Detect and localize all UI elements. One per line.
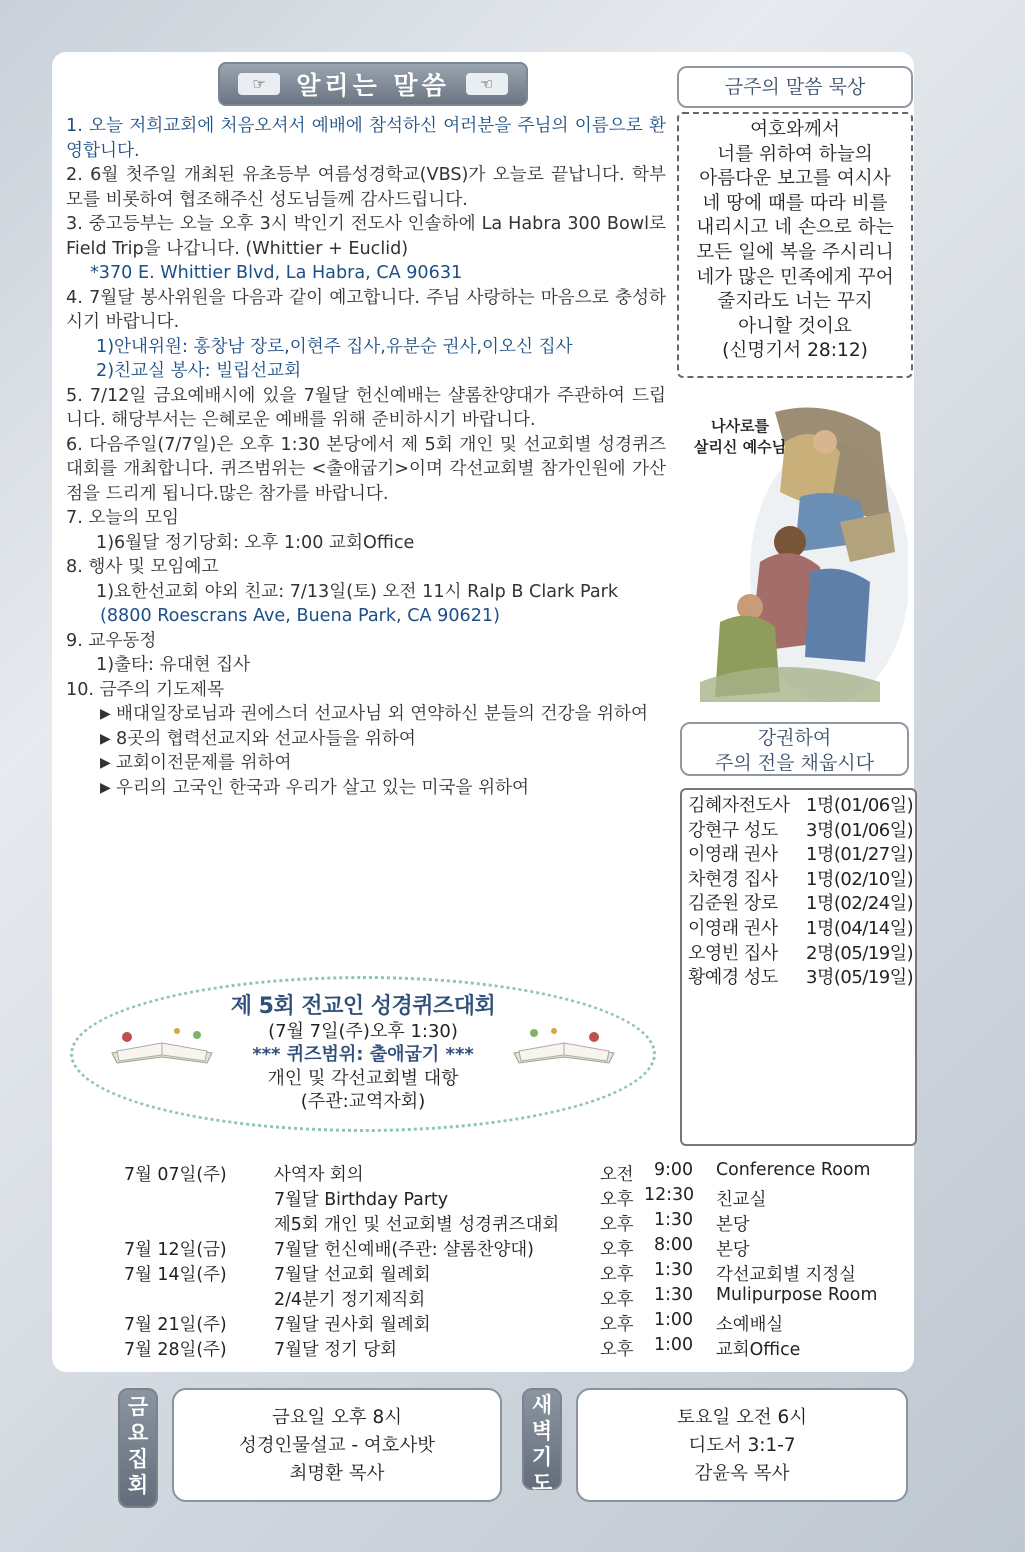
offering-title: 강권하여 주의 전을 채웁시다 (680, 722, 909, 776)
schedule-table (116, 1150, 908, 1366)
quiz-host: (주관:교역자회) (300, 1091, 426, 1112)
notice-item-9-sub-1: 1)출타: 유대현 집사 (96, 655, 251, 675)
verse-line: 네 땅에 때를 따라 비를 (702, 192, 888, 214)
verse-line: 아름다운 보고를 여시사 (699, 168, 891, 190)
table-row: 7월 12일(금) 7월달 헌신예배(주관: 샬롬찬양대) 오후 8:00 본당 (124, 1235, 750, 1260)
friday-service-box (172, 1388, 502, 1502)
list-item: 강현구 성도 3명(01/06일) (688, 819, 914, 841)
notice-item-7: 7. 오늘의 모임 (66, 508, 179, 528)
lazarus-illustration (680, 402, 908, 702)
quiz-datetime: (7월 7일(주)오후 1:30) (268, 1021, 458, 1042)
table-row: 7월 14일(주) 7월달 선교회 월례회 오후 1:30 각선교회별 지정실 (124, 1260, 856, 1285)
notice-item-4: 4. 7월달 봉사위원을 다음과 같이 예고합니다. 주님 사랑하는 마음으로 충성하시기 바랍니다. (66, 287, 666, 332)
table-row: 7월 21일(주) 7월달 권사회 월례회 오후 1:00 소예배실 (124, 1310, 784, 1335)
dawn-prayer-label: 새 벽 기 도 (522, 1388, 562, 1490)
evangelism-list (680, 788, 917, 1146)
verse-line: 너를 위하여 하늘의 (717, 143, 873, 165)
illustration-caption: 나사로를 살리신 예수님 (693, 417, 787, 456)
table-row: 2/4분기 정기제직회 오후 1:30 Mulipurpose Room (274, 1285, 878, 1310)
notice-item-6: 6. 다음주일(7/7일)은 오후 1:30 본당에서 제 5회 개인 및 선교회별 성경퀴즈대회를 개최합니다. 퀴즈범위는 <출애굽기>이며 각선교회별 참가인원에 가산점을 드리게 됩니다.많은 참가를 바랍니다. (66, 434, 666, 504)
prayer-item: ▶ 우리의 고국인 한국과 우리가 살고 있는 미국을 위하여 (66, 776, 666, 801)
bullet-arrow-icon: ▶ (100, 779, 111, 796)
dawn-prayer-box (576, 1388, 908, 1502)
table-row: 7월달 Birthday Party 오후 12:30 친교실 (274, 1185, 767, 1210)
notice-item-5: 5. 7/12일 금요예배시에 있을 7월달 헌신예배는 샬롬찬양대가 주관하여 드립니다. 해당부서는 은혜로운 예배를 위해 준비하시기 바랍니다. (66, 385, 666, 430)
notice-list (66, 114, 666, 800)
friday-preacher: 최명환 목사 (289, 1463, 385, 1484)
dawn-preacher: 감윤옥 목사 (694, 1463, 790, 1484)
verse-line: 내리시고 네 손으로 하는 (696, 217, 894, 239)
list-item: 이영래 권사 1명(04/14일) (688, 917, 914, 939)
meditation-verse-box (677, 112, 913, 378)
open-bible-icon (107, 1023, 217, 1067)
notice-item-8: 8. 행사 및 모임예고 (66, 557, 219, 577)
notice-item-7-sub-1: 1)6월달 정기당회: 오후 1:00 교회Office (96, 532, 415, 553)
list-item: 이영래 권사 1명(01/27일) (688, 844, 914, 866)
bullet-arrow-icon: ▶ (100, 730, 111, 747)
quiz-title: 제 5회 전교인 성경퀴즈대회 (230, 994, 496, 1019)
prayer-item: ▶ 8곳의 협력선교지와 선교사들을 위하여 (66, 727, 666, 752)
meditation-title: 금주의 말씀 묵상 (677, 66, 913, 108)
verse-line: 네가 많은 민족에게 꾸어 (696, 266, 894, 288)
table-row: 7월 28일(주) 7월달 정기 당회 오후 1:00 교회Office (124, 1335, 801, 1360)
list-item: 황예경 성도 3명(05/19일) (688, 967, 914, 989)
verse-line: 아니할 것이요 (738, 315, 852, 337)
notice-item-4-sub-1: 1)안내위원: 홍창남 장로,이현주 집사,유분순 권사,이오신 집사 (96, 336, 573, 357)
table-row: 제5회 개인 및 선교회별 성경퀴즈대회 오후 1:30 본당 (274, 1210, 750, 1235)
friday-sermon: 성경인물설교 - 여호사밧 (239, 1435, 435, 1456)
quiz-format: 개인 및 각선교회별 대항 (267, 1068, 459, 1089)
notice-item-3: 3. 중고등부는 오늘 오후 3시 박인기 전도사 인솔하에 La Habra 300 Bowl로 Field Trip을 나갑니다. (Whittier + Euclid) (66, 214, 666, 259)
friday-service-label: 금 요 집 회 (118, 1388, 158, 1508)
verse-line: 여호와께서 (750, 119, 840, 140)
notice-title: 알리는 말씀 (296, 71, 450, 100)
pointing-hand-right-icon: ☞ (238, 73, 280, 95)
bullet-arrow-icon: ▶ (100, 755, 111, 771)
notice-item-4-sub-2: 2)친교실 봉사: 빌립선교회 (96, 361, 302, 381)
table-row: 7월 07일(주) 사역자 회의 오전 9:00 Conference Room (124, 1160, 871, 1185)
prayer-item: ▶ 배대일장로님과 권에스더 선교사님 외 연약하신 분들의 건강을 위하여 (66, 702, 666, 727)
notice-title-banner (218, 62, 528, 106)
notice-item-3-address: *370 E. Whittier Blvd, La Habra, CA 90631 (90, 263, 463, 283)
notice-item-8-address: (8800 Roescrans Ave, Buena Park, CA 90621) (100, 606, 500, 626)
open-bible-icon (509, 1023, 619, 1067)
list-item: 오영빈 집사 2명(05/19일) (688, 942, 914, 964)
list-item: 김준원 장로 1명(02/24일) (688, 893, 914, 915)
notice-item-9: 9. 교우동정 (66, 630, 157, 651)
prayer-item: ▶ 교회이전문제를 위하여 (66, 751, 666, 776)
list-item: 차현경 집사 1명(02/10일) (688, 868, 914, 890)
notice-item-10: 10. 금주의 기도제목 (66, 679, 225, 700)
notice-item-2: 2. 6월 첫주일 개최된 유초등부 여름성경학교(VBS)가 오늘로 끝납니다. 학부모를 비롯하여 협조해주신 성도님들께 감사드립니다. (66, 165, 666, 210)
notice-item-1: 1. 오늘 저희교회에 처음오셔서 예배에 참석하신 여러분을 주님의 이름으로 환영합니다. (66, 116, 666, 161)
quiz-announcement (70, 976, 656, 1132)
verse-reference: (신명기서 28:12) (722, 340, 868, 362)
verse-line: 줄지라도 너는 꾸지 (717, 291, 873, 313)
verse-line: 모든 일에 복을 주시리니 (696, 241, 894, 263)
notice-item-8-sub-1: 1)요한선교회 야외 친교: 7/13일(토) 오전 11시 Ralp B Clark Park (96, 581, 619, 602)
pointing-hand-left-icon: ☜ (466, 73, 508, 95)
bullet-arrow-icon: ▶ (100, 706, 111, 722)
list-item: 김혜자전도사 1명(01/06일) (688, 795, 914, 816)
friday-time: 금요일 오후 8시 (272, 1407, 402, 1428)
dawn-scripture: 디도서 3:1-7 (688, 1435, 796, 1456)
quiz-range: *** 퀴즈범위: 출애굽기 *** (252, 1044, 474, 1065)
dawn-time: 토요일 오전 6시 (677, 1407, 807, 1428)
